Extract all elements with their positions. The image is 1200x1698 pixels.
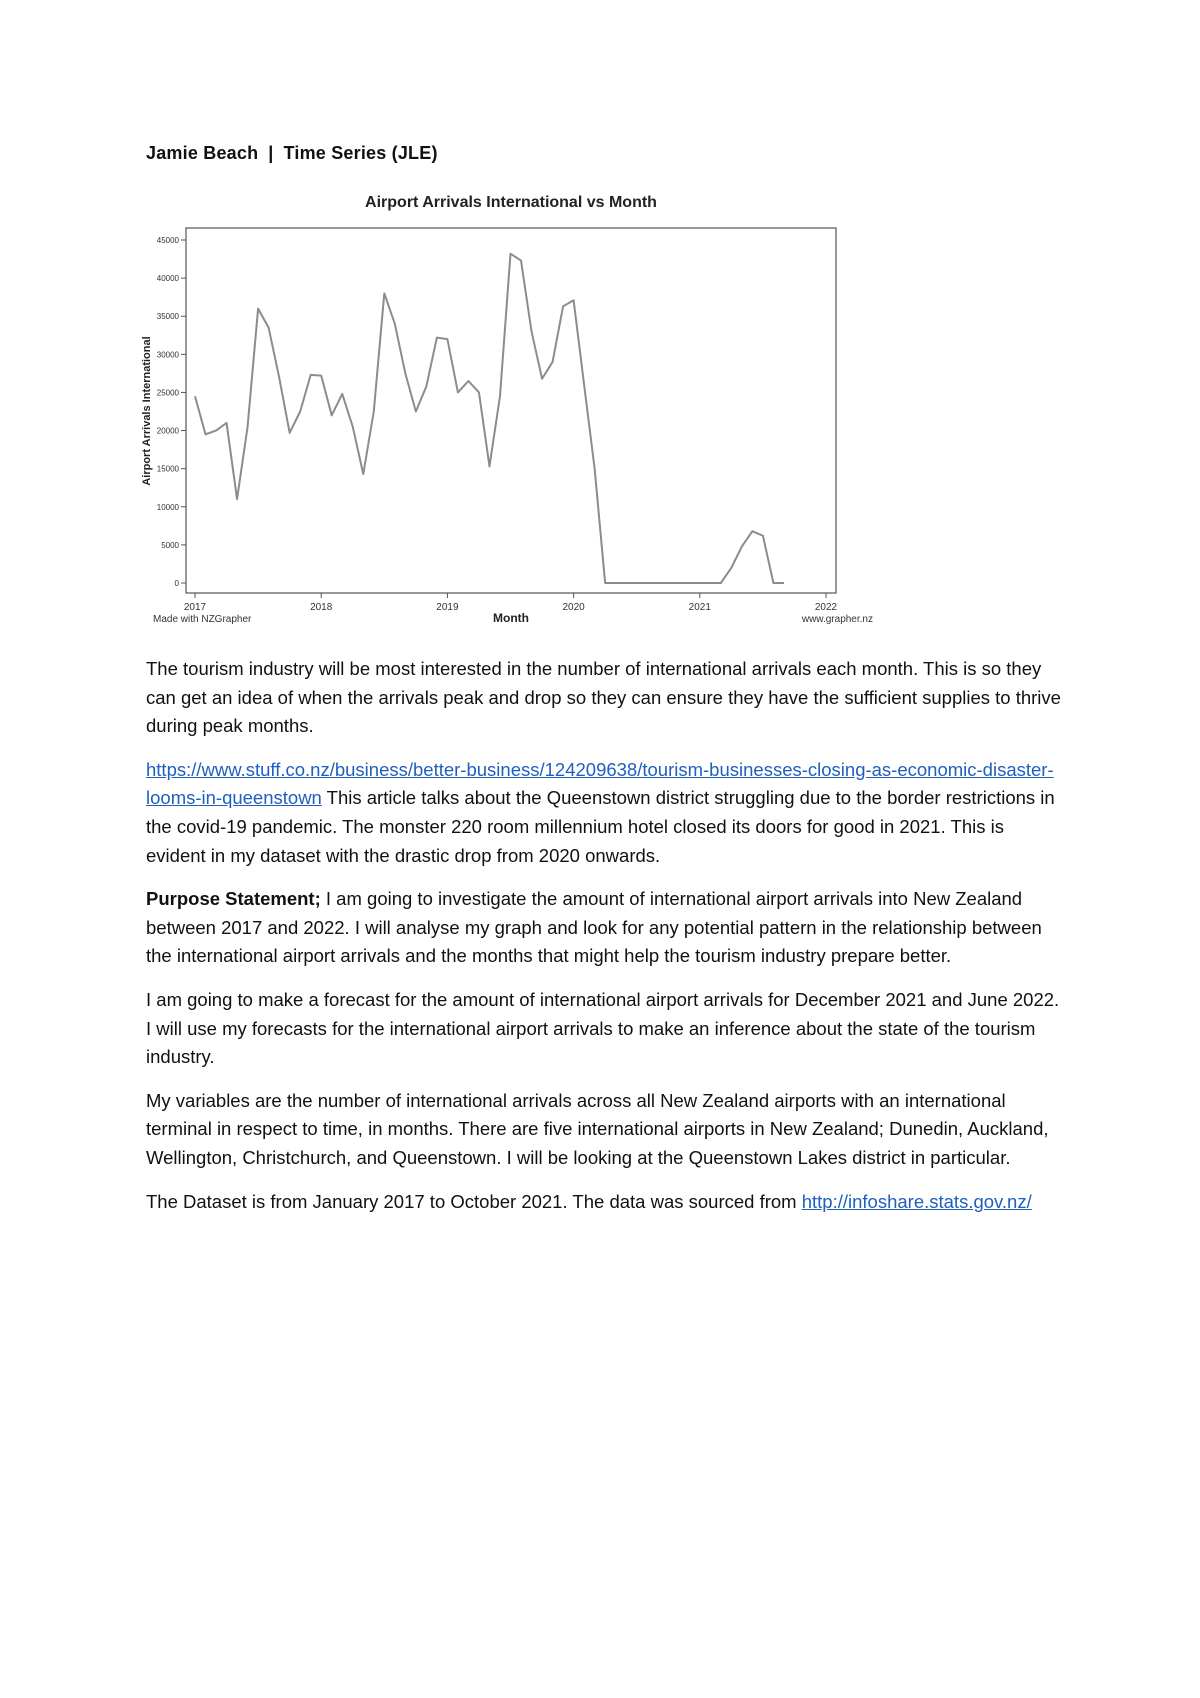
paragraph-dataset-source xyxy=(146,1188,1066,1217)
paragraph-purpose-statement xyxy=(146,885,1066,971)
y-tick-label: 30000 xyxy=(156,350,179,360)
y-tick-label: 45000 xyxy=(156,236,179,245)
series-line xyxy=(195,254,784,583)
arrivals-chart xyxy=(143,190,879,630)
y-tick-label: 0 xyxy=(174,579,179,588)
y-tick-label: 10000 xyxy=(156,502,179,512)
document-header xyxy=(146,143,438,164)
header-separator: | xyxy=(268,143,274,163)
x-tick-label: 2022 xyxy=(814,602,838,613)
y-tick-label: 15000 xyxy=(156,464,179,474)
x-tick-label: 2019 xyxy=(436,602,459,613)
y-axis-label: Airport Arrivals International xyxy=(141,336,153,486)
paragraph-tourism-interest xyxy=(146,655,1066,741)
chart-title: Airport Arrivals International vs Month xyxy=(365,194,657,211)
y-tick-label: 25000 xyxy=(156,388,179,398)
x-axis-label: Month xyxy=(493,611,529,625)
paragraph-variables xyxy=(146,1087,1066,1173)
document-body xyxy=(146,655,1066,1231)
paragraph-forecast xyxy=(146,986,1066,1072)
x-tick-label: 2020 xyxy=(562,602,585,613)
x-tick-label: 2018 xyxy=(310,602,333,613)
y-tick-label: 35000 xyxy=(156,312,179,322)
paragraph-text: My variables are the number of international arrivals across all New Zealand airports with an international terminal in respect to time, in months. There are five international airports in New Zealand; Dunedin, Auckland, Wellington, Christchurch, and Queenstown. I will be looking at the Queenstown Lakes district in particular. xyxy=(146,1089,1049,1168)
x-tick-label: 2021 xyxy=(688,602,711,613)
paragraph-text: The Dataset is from January 2017 to October 2021. The data was sourced from xyxy=(146,1190,802,1212)
chart-footer-right: www.grapher.nz xyxy=(801,614,873,625)
y-tick-label: 40000 xyxy=(156,274,179,284)
paragraph-article xyxy=(146,756,1066,870)
author-name: Jamie Beach xyxy=(146,143,259,163)
document-title: Time Series (JLE) xyxy=(283,143,438,163)
y-tick-label: 5000 xyxy=(161,540,179,550)
source-link[interactable]: http://infoshare.stats.gov.nz/ xyxy=(801,1190,1032,1212)
purpose-label: Purpose Statement; xyxy=(146,888,321,910)
x-axis-ticks xyxy=(184,593,838,613)
y-axis-ticks xyxy=(157,236,186,588)
series-group xyxy=(195,254,784,583)
paragraph-text: I am going to make a forecast for the amount of international airport arrivals for December 2021 and June 2022. I will use my forecasts for the international airport arrivals to make an inference about the state of the tourism industry. xyxy=(146,988,1060,1068)
paragraph-text: This article talks about the Queenstown district struggling due to the border restrictions in the covid-19 pandemic. The monster 220 room millennium hotel closed its doors for good in 2021. This is evident in my dataset with the drastic drop from 2020 onwards. xyxy=(146,787,1055,866)
y-tick-label: 20000 xyxy=(156,426,179,436)
chart-svg xyxy=(143,190,879,630)
chart-footer-left: Made with NZGrapher xyxy=(153,614,252,625)
paragraph-text: I am going to investigate the amount of international airport arrivals into New Zealand between 2017 and 2022. I will analyse my graph and look for any potential pattern in the relationship between the international airport arrivals and the months that might help the tourism industry prepare better. xyxy=(146,888,1042,967)
article-link[interactable]: https://www.stuff.co.nz/business/better-business/124209638/tourism-businesses-closing-as-economic-disaster-looms-in-queenstown xyxy=(146,758,1054,809)
x-tick-label: 2017 xyxy=(183,602,207,613)
plot-frame xyxy=(186,228,836,593)
paragraph-text: The tourism industry will be most interested in the number of international arrivals each month. This is so they can get an idea of when the arrivals peak and drop so they can ensure they have the sufficient supplies to thrive during peak months. xyxy=(146,658,1061,737)
